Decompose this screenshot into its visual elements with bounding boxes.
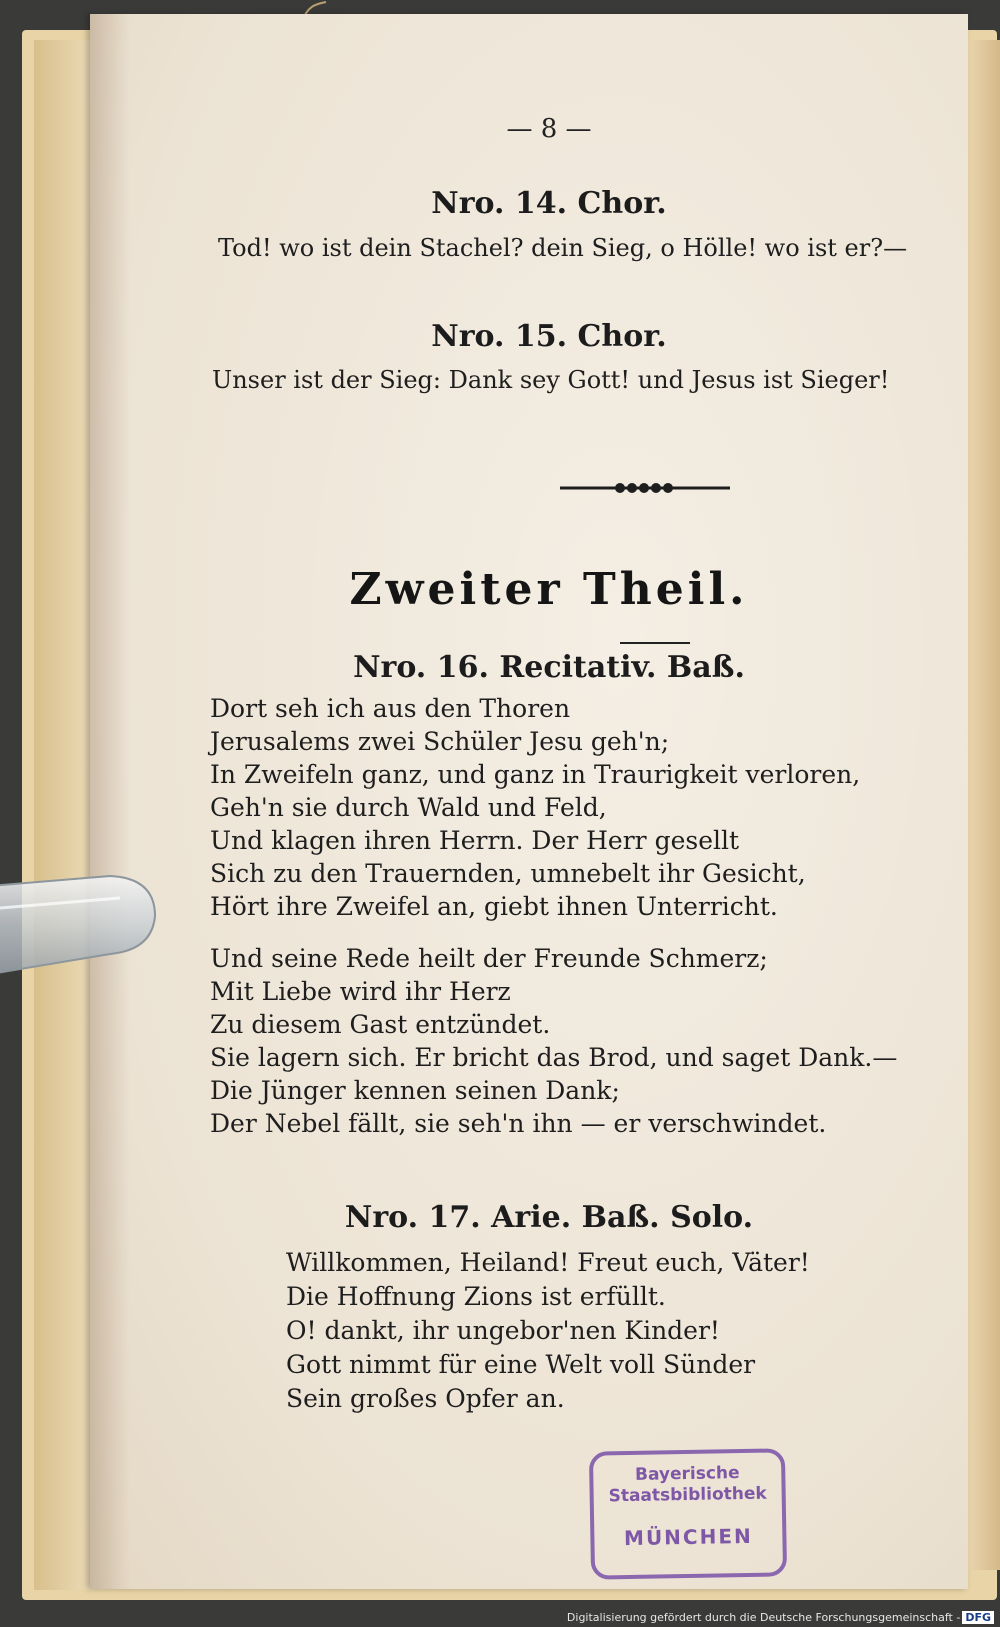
aria-line: Gott nimmt für eine Welt voll Sünder <box>286 1350 756 1379</box>
recitative-line: Die Jünger kennen seinen Dank; <box>210 1076 620 1105</box>
dfg-logo-icon: DFG <box>962 1611 994 1624</box>
recitative-line: Der Nebel fällt, sie seh'n ihn — er verschwindet. <box>210 1109 827 1138</box>
recitative-line: In Zweifeln ganz, und ganz in Traurigkeit verloren, <box>210 760 861 789</box>
title-rule <box>620 642 690 644</box>
stamp-line-1: Bayerische <box>634 1463 740 1485</box>
aria-line: Willkommen, Heiland! Freut euch, Väter! <box>286 1248 810 1277</box>
book-edge-left <box>34 40 94 1590</box>
recitative-line: Und klagen ihren Herrn. Der Herr gesellt <box>210 826 740 855</box>
recitative-line: Dort seh ich aus den Thoren <box>210 694 571 723</box>
recitative-line: Und seine Rede heilt der Freunde Schmerz; <box>210 944 768 973</box>
recitative-line: Geh'n sie durch Wald und Feld, <box>210 793 607 822</box>
stamp-line-3: MÜNCHEN <box>623 1523 753 1551</box>
footer-text: Digitalisierung gefördert durch die Deutsche Forschungsgemeinschaft - <box>566 1611 961 1624</box>
page-gutter-shadow <box>90 14 130 1589</box>
aria-line: Die Hoffnung Zions ist erfüllt. <box>286 1282 666 1311</box>
section-text-nro-15: Unser ist der Sieg: Dank sey Gott! und Jesus ist Sieger! <box>212 366 890 394</box>
ornament-divider-icon <box>560 479 730 497</box>
book-page <box>90 14 968 1589</box>
section-heading-nro-14: Nro. 14. Chor. <box>431 186 667 221</box>
library-stamp <box>589 1448 787 1579</box>
recitative-line: Mit Liebe wird ihr Herz <box>210 977 511 1006</box>
digitization-footer <box>567 1611 994 1624</box>
page-clip-icon <box>0 868 160 978</box>
recitative-line: Sich zu den Trauernden, umnebelt ihr Gesicht, <box>210 859 806 888</box>
section-heading-nro-15: Nro. 15. Chor. <box>431 319 667 354</box>
recitative-line: Hört ihre Zweifel an, giebt ihnen Unterricht. <box>210 892 778 921</box>
recitative-line: Zu diesem Gast entzündet. <box>210 1010 551 1039</box>
recitative-line: Jerusalems zwei Schüler Jesu geh'n; <box>210 727 670 756</box>
section-text-nro-14: Tod! wo ist dein Stachel? dein Sieg, o Hölle! wo ist er?— <box>218 234 908 262</box>
recitative-line: Sie lagern sich. Er bricht das Brod, und saget Dank.— <box>210 1043 898 1072</box>
page-number: — 8 — <box>506 114 592 144</box>
aria-line: Sein großes Opfer an. <box>286 1384 565 1413</box>
aria-heading: Nro. 17. Arie. Baß. Solo. <box>344 1200 754 1235</box>
stamp-line-2: Staatsbibliothek <box>608 1483 767 1507</box>
recitative-heading: Nro. 16. Recitativ. Baß. <box>353 650 745 685</box>
aria-line: O! dankt, ihr ungebor'nen Kinder! <box>286 1316 720 1345</box>
part-title: Zweiter Theil. <box>349 564 749 615</box>
